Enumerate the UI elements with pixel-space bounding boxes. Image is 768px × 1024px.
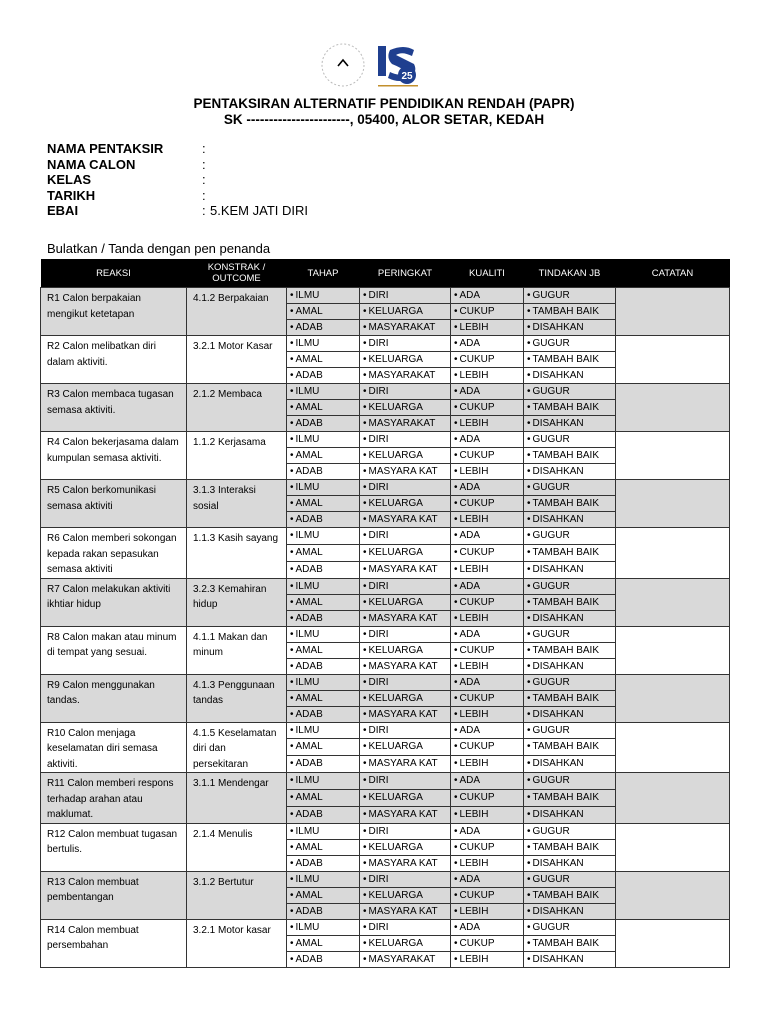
table-row — [41, 919, 730, 935]
tindakan-option[interactable]: • GUGUR — [524, 288, 616, 304]
tahap-option[interactable]: • ADAB — [287, 806, 360, 823]
tahap-option[interactable]: • AMAL — [287, 935, 360, 951]
konstrak-cell: 3.1.2 Bertutur — [187, 871, 287, 919]
reaksi-cell: R13 Calon membuat pembentangan — [41, 871, 187, 919]
tahap-option[interactable]: • ILMU — [287, 432, 360, 448]
table-row — [41, 578, 730, 594]
peringkat-option[interactable]: • MASYARA KAT — [360, 512, 451, 528]
tahap-option[interactable]: • AMAL — [287, 839, 360, 855]
tahap-option[interactable]: • AMAL — [287, 690, 360, 706]
ebai-value: 5.KEM JATI DIRI — [210, 203, 308, 218]
sk-25-anniversary-logo-icon — [374, 42, 422, 90]
tindakan-option[interactable]: • GUGUR — [524, 823, 616, 839]
konstrak-cell: 3.1.3 Interaksi sosial — [187, 480, 287, 528]
tindakan-option[interactable]: • TAMBAH BAIK — [524, 304, 616, 320]
tindakan-option[interactable]: • TAMBAH BAIK — [524, 594, 616, 610]
kualiti-option[interactable]: • ADA — [451, 919, 524, 935]
konstrak-cell: 2.1.4 Menulis — [187, 823, 287, 871]
kualiti-option[interactable]: • LEBIH — [451, 320, 524, 336]
tahap-option[interactable]: • ILMU — [287, 384, 360, 400]
konstrak-cell: 1.1.2 Kerjasama — [187, 432, 287, 480]
tahap-option[interactable]: • ILMU — [287, 823, 360, 839]
kualiti-option[interactable]: • ADA — [451, 722, 524, 739]
kualiti-option[interactable]: • CUKUP — [451, 594, 524, 610]
tindakan-option[interactable]: • TAMBAH BAIK — [524, 887, 616, 903]
kualiti-option[interactable]: • ADA — [451, 528, 524, 545]
tahap-option[interactable]: • AMAL — [287, 352, 360, 368]
tindakan-option[interactable]: • DISAHKAN — [524, 756, 616, 773]
tahap-option[interactable]: • AMAL — [287, 739, 360, 756]
reaksi-cell: R2 Calon melibatkan diri dalam aktiviti. — [41, 336, 187, 384]
tahap-option[interactable]: • ADAB — [287, 416, 360, 432]
tahap-option[interactable]: • ADAB — [287, 903, 360, 919]
peringkat-option[interactable]: • DIRI — [360, 528, 451, 545]
tindakan-option[interactable]: • DISAHKAN — [524, 368, 616, 384]
kualiti-option[interactable]: • ADA — [451, 823, 524, 839]
peringkat-option[interactable]: • MASYARA KAT — [360, 855, 451, 871]
peringkat-option[interactable]: • KELUARGA — [360, 887, 451, 903]
tindakan-option[interactable]: • GUGUR — [524, 919, 616, 935]
kelas-field[interactable] — [210, 172, 727, 188]
tahap-option[interactable]: • ADAB — [287, 561, 360, 578]
peringkat-option[interactable]: • KELUARGA — [360, 642, 451, 658]
reaksi-cell: R7 Calon melakukan aktiviti ikhtiar hidup — [41, 578, 187, 626]
tahap-option[interactable]: • AMAL — [287, 400, 360, 416]
table-header-row — [41, 259, 730, 288]
header-konstrak: KONSTRAK / OUTCOME — [187, 259, 287, 288]
tindakan-option[interactable]: • TAMBAH BAIK — [524, 352, 616, 368]
table-body — [41, 288, 730, 968]
peringkat-option[interactable]: • DIRI — [360, 773, 451, 790]
kualiti-option[interactable]: • CUKUP — [451, 304, 524, 320]
reaksi-cell: R14 Calon membuat persembahan — [41, 919, 187, 967]
konstrak-cell: 3.2.3 Kemahiran hidup — [187, 578, 287, 626]
tindakan-option[interactable]: • DISAHKAN — [524, 903, 616, 919]
tahap-option[interactable]: • ILMU — [287, 722, 360, 739]
kualiti-option[interactable]: • CUKUP — [451, 887, 524, 903]
konstrak-cell: 4.1.1 Makan dan minum — [187, 626, 287, 674]
table-row — [41, 480, 730, 496]
peringkat-option[interactable]: • DIRI — [360, 823, 451, 839]
peringkat-option[interactable]: • DIRI — [360, 722, 451, 739]
catatan-cell[interactable] — [616, 674, 730, 722]
konstrak-cell: 3.1.1 Mendengar — [187, 773, 287, 824]
konstrak-cell: 3.2.1 Motor Kasar — [187, 336, 287, 384]
peringkat-option[interactable]: • KELUARGA — [360, 594, 451, 610]
catatan-cell[interactable] — [616, 288, 730, 336]
kualiti-option[interactable]: • ADA — [451, 384, 524, 400]
kualiti-option[interactable]: • CUKUP — [451, 789, 524, 806]
konstrak-cell: 4.1.2 Berpakaian — [187, 288, 287, 336]
tahap-option[interactable]: • AMAL — [287, 887, 360, 903]
tindakan-option[interactable]: • TAMBAH BAIK — [524, 739, 616, 756]
tindakan-option[interactable]: • TAMBAH BAIK — [524, 544, 616, 561]
kualiti-option[interactable]: • LEBIH — [451, 416, 524, 432]
reaksi-cell: R11 Calon memberi respons terhadap arahan atau maklumat. — [41, 773, 187, 824]
kualiti-option[interactable]: • CUKUP — [451, 935, 524, 951]
tahap-option[interactable]: • ADAB — [287, 951, 360, 967]
tindakan-option[interactable]: • GUGUR — [524, 528, 616, 545]
peringkat-option[interactable]: • KELUARGA — [360, 496, 451, 512]
kualiti-option[interactable]: • ADA — [451, 578, 524, 594]
kualiti-option[interactable]: • ADA — [451, 674, 524, 690]
kualiti-option[interactable]: • LEBIH — [451, 855, 524, 871]
reaksi-cell: R3 Calon membaca tugasan semasa aktiviti. — [41, 384, 187, 432]
header-tindakan-jb: TINDAKAN JB — [524, 259, 616, 288]
tahap-option[interactable]: • ADAB — [287, 756, 360, 773]
tindakan-option[interactable]: • GUGUR — [524, 384, 616, 400]
tahap-option[interactable]: • AMAL — [287, 642, 360, 658]
tindakan-option[interactable]: • TAMBAH BAIK — [524, 448, 616, 464]
catatan-cell[interactable] — [616, 773, 730, 824]
tindakan-option[interactable]: • DISAHKAN — [524, 561, 616, 578]
instruction-text: Bulatkan / Tanda dengan pen penanda — [47, 241, 271, 256]
peringkat-option[interactable]: • MASYARA KAT — [360, 756, 451, 773]
reaksi-cell: R10 Calon menjaga keselamatan diri semasa aktiviti. — [41, 722, 187, 773]
catatan-cell[interactable] — [616, 626, 730, 674]
catatan-cell[interactable] — [616, 336, 730, 384]
info-row-ebai: EBAI : 5.KEM JATI DIRI — [47, 203, 727, 219]
peringkat-option[interactable]: • MASYARA KAT — [360, 610, 451, 626]
peringkat-option[interactable]: • DIRI — [360, 288, 451, 304]
reaksi-cell: R4 Calon bekerjasama dalam kumpulan semasa aktiviti. — [41, 432, 187, 480]
table-row — [41, 722, 730, 739]
table-row — [41, 288, 730, 304]
header-catatan: CATATAN — [616, 259, 730, 288]
peringkat-option[interactable]: • MASYARA KAT — [360, 903, 451, 919]
kualiti-option[interactable]: • ADA — [451, 432, 524, 448]
peringkat-option[interactable]: • DIRI — [360, 384, 451, 400]
peringkat-option[interactable]: • KELUARGA — [360, 352, 451, 368]
tindakan-option[interactable]: • GUGUR — [524, 432, 616, 448]
info-row-tarikh: TARIKH : — [47, 188, 727, 204]
tindakan-option[interactable]: • DISAHKAN — [524, 658, 616, 674]
header-reaksi: REAKSI — [41, 259, 187, 288]
kualiti-option[interactable]: • LEBIH — [451, 561, 524, 578]
table-row — [41, 871, 730, 887]
tahap-option[interactable]: • AMAL — [287, 789, 360, 806]
tarikh-field[interactable] — [210, 188, 727, 204]
tindakan-option[interactable]: • DISAHKAN — [524, 806, 616, 823]
tindakan-option[interactable]: • TAMBAH BAIK — [524, 690, 616, 706]
info-row-kelas: KELAS : — [47, 172, 727, 188]
header-peringkat: PERINGKAT — [360, 259, 451, 288]
peringkat-option[interactable]: • KELUARGA — [360, 789, 451, 806]
assessment-table — [40, 259, 730, 968]
tindakan-option[interactable]: • DISAHKAN — [524, 464, 616, 480]
catatan-cell[interactable] — [616, 578, 730, 626]
peringkat-option[interactable]: • DIRI — [360, 871, 451, 887]
peringkat-option[interactable]: • MASYARA KAT — [360, 658, 451, 674]
konstrak-cell: 2.1.2 Membaca — [187, 384, 287, 432]
catatan-cell[interactable] — [616, 480, 730, 528]
reaksi-cell: R6 Calon memberi sokongan kepada rakan sepasukan semasa aktiviti — [41, 528, 187, 579]
peringkat-option[interactable]: • MASYARAKAT — [360, 416, 451, 432]
kualiti-option[interactable]: • LEBIH — [451, 512, 524, 528]
peringkat-option[interactable]: • MASYARA KAT — [360, 561, 451, 578]
tahap-option[interactable]: • ADAB — [287, 464, 360, 480]
kualiti-option[interactable]: • LEBIH — [451, 464, 524, 480]
tindakan-option[interactable]: • TAMBAH BAIK — [524, 839, 616, 855]
peringkat-option[interactable]: • MASYARAKAT — [360, 368, 451, 384]
tindakan-option[interactable]: • DISAHKAN — [524, 416, 616, 432]
document-title — [0, 96, 768, 128]
school-crest-icon — [320, 42, 366, 88]
catatan-cell[interactable] — [616, 384, 730, 432]
tahap-option[interactable]: • ILMU — [287, 626, 360, 642]
reaksi-cell: R9 Calon menggunakan tandas. — [41, 674, 187, 722]
tahap-option[interactable]: • ADAB — [287, 658, 360, 674]
tahap-option[interactable]: • AMAL — [287, 594, 360, 610]
tindakan-option[interactable]: • GUGUR — [524, 674, 616, 690]
kualiti-option[interactable]: • ADA — [451, 480, 524, 496]
catatan-cell[interactable] — [616, 871, 730, 919]
catatan-cell[interactable] — [616, 823, 730, 871]
kualiti-option[interactable]: • LEBIH — [451, 368, 524, 384]
tindakan-option[interactable]: • TAMBAH BAIK — [524, 400, 616, 416]
kualiti-option[interactable]: • ADA — [451, 336, 524, 352]
reaksi-cell: R5 Calon berkomunikasi semasa aktiviti — [41, 480, 187, 528]
tindakan-option[interactable]: • DISAHKAN — [524, 951, 616, 967]
tindakan-option[interactable]: • DISAHKAN — [524, 320, 616, 336]
kualiti-option[interactable]: • CUKUP — [451, 690, 524, 706]
calon-field[interactable] — [210, 157, 727, 173]
reaksi-cell: R1 Calon berpakaian mengikut ketetapan — [41, 288, 187, 336]
title-line-2: SK -----------------------, 05400, ALOR SETAR, KEDAH — [223, 112, 545, 127]
konstrak-cell: 3.2.1 Motor kasar — [187, 919, 287, 967]
peringkat-option[interactable]: • KELUARGA — [360, 400, 451, 416]
tindakan-option[interactable]: • DISAHKAN — [524, 706, 616, 722]
svg-text:25: 25 — [401, 71, 413, 82]
tahap-option[interactable]: • ADAB — [287, 855, 360, 871]
tahap-option[interactable]: • ILMU — [287, 336, 360, 352]
tindakan-option[interactable]: • GUGUR — [524, 578, 616, 594]
peringkat-option[interactable]: • KELUARGA — [360, 839, 451, 855]
peringkat-option[interactable]: • DIRI — [360, 480, 451, 496]
peringkat-option[interactable]: • DIRI — [360, 578, 451, 594]
peringkat-option[interactable]: • KELUARGA — [360, 544, 451, 561]
title-line-1: PENTAKSIRAN ALTERNATIF PENDIDIKAN RENDAH (PAPR) — [193, 96, 575, 111]
peringkat-option[interactable]: • MASYARAKAT — [360, 951, 451, 967]
kualiti-option[interactable]: • CUKUP — [451, 496, 524, 512]
tahap-option[interactable]: • ADAB — [287, 320, 360, 336]
table-row — [41, 773, 730, 790]
table-row — [41, 674, 730, 690]
table-row — [41, 384, 730, 400]
tahap-option[interactable]: • AMAL — [287, 448, 360, 464]
kualiti-option[interactable]: • LEBIH — [451, 903, 524, 919]
catatan-cell[interactable] — [616, 528, 730, 579]
konstrak-cell: 4.1.3 Penggunaan tandas — [187, 674, 287, 722]
table-row — [41, 626, 730, 642]
peringkat-option[interactable]: • DIRI — [360, 626, 451, 642]
kualiti-option[interactable]: • LEBIH — [451, 756, 524, 773]
table-row — [41, 432, 730, 448]
tindakan-option[interactable]: • GUGUR — [524, 626, 616, 642]
peringkat-option[interactable]: • DIRI — [360, 919, 451, 935]
tindakan-option[interactable]: • TAMBAH BAIK — [524, 935, 616, 951]
peringkat-option[interactable]: • KELUARGA — [360, 304, 451, 320]
kualiti-option[interactable]: • LEBIH — [451, 658, 524, 674]
kualiti-option[interactable]: • CUKUP — [451, 839, 524, 855]
tahap-option[interactable]: • ILMU — [287, 480, 360, 496]
catatan-cell[interactable] — [616, 432, 730, 480]
tahap-option[interactable]: • ILMU — [287, 578, 360, 594]
tahap-option[interactable]: • ADAB — [287, 512, 360, 528]
tahap-option[interactable]: • ILMU — [287, 288, 360, 304]
konstrak-cell: 4.1.5 Keselamatan diri dan persekitaran — [187, 722, 287, 773]
tindakan-option[interactable]: • TAMBAH BAIK — [524, 642, 616, 658]
tindakan-option[interactable]: • TAMBAH BAIK — [524, 789, 616, 806]
peringkat-option[interactable]: • MASYARA KAT — [360, 806, 451, 823]
kualiti-option[interactable]: • CUKUP — [451, 352, 524, 368]
peringkat-option[interactable]: • KELUARGA — [360, 935, 451, 951]
kualiti-option[interactable]: • CUKUP — [451, 448, 524, 464]
tindakan-option[interactable]: • GUGUR — [524, 773, 616, 790]
tahap-option[interactable]: • ILMU — [287, 773, 360, 790]
peringkat-option[interactable]: • KELUARGA — [360, 448, 451, 464]
peringkat-option[interactable]: • DIRI — [360, 432, 451, 448]
peringkat-option[interactable]: • KELUARGA — [360, 690, 451, 706]
tindakan-option[interactable]: • GUGUR — [524, 480, 616, 496]
tindakan-option[interactable]: • DISAHKAN — [524, 610, 616, 626]
kualiti-option[interactable]: • LEBIH — [451, 706, 524, 722]
kualiti-option[interactable]: • ADA — [451, 288, 524, 304]
tindakan-option[interactable]: • GUGUR — [524, 722, 616, 739]
kualiti-option[interactable]: • CUKUP — [451, 739, 524, 756]
table-row — [41, 336, 730, 352]
kualiti-option[interactable]: • LEBIH — [451, 610, 524, 626]
table-row — [41, 823, 730, 839]
peringkat-option[interactable]: • MASYARAKAT — [360, 320, 451, 336]
header-kualiti: KUALITI — [451, 259, 524, 288]
kualiti-option[interactable]: • ADA — [451, 773, 524, 790]
tindakan-option[interactable]: • GUGUR — [524, 336, 616, 352]
catatan-cell[interactable] — [616, 722, 730, 773]
kualiti-option[interactable]: • LEBIH — [451, 951, 524, 967]
pentaksir-field[interactable] — [210, 141, 727, 157]
tahap-option[interactable]: • AMAL — [287, 304, 360, 320]
catatan-cell[interactable] — [616, 919, 730, 967]
logo-area — [0, 40, 768, 92]
tindakan-option[interactable]: • GUGUR — [524, 871, 616, 887]
tahap-option[interactable]: • ILMU — [287, 674, 360, 690]
tindakan-option[interactable]: • DISAHKAN — [524, 855, 616, 871]
kualiti-option[interactable]: • LEBIH — [451, 806, 524, 823]
tahap-option[interactable]: • ADAB — [287, 610, 360, 626]
konstrak-cell: 1.1.3 Kasih sayang — [187, 528, 287, 579]
table-row — [41, 528, 730, 545]
candidate-info — [47, 141, 727, 219]
kualiti-option[interactable]: • ADA — [451, 626, 524, 642]
tahap-option[interactable]: • AMAL — [287, 544, 360, 561]
tahap-option[interactable]: • AMAL — [287, 496, 360, 512]
kualiti-option[interactable]: • ADA — [451, 871, 524, 887]
info-row-pentaksir: NAMA PENTAKSIR : — [47, 141, 727, 157]
reaksi-cell: R8 Calon makan atau minum di tempat yang sesuai. — [41, 626, 187, 674]
tahap-option[interactable]: • ILMU — [287, 919, 360, 935]
tahap-option[interactable]: • ILMU — [287, 871, 360, 887]
reaksi-cell: R12 Calon membuat tugasan bertulis. — [41, 823, 187, 871]
peringkat-option[interactable]: • DIRI — [360, 336, 451, 352]
tahap-option[interactable]: • ADAB — [287, 368, 360, 384]
info-row-calon: NAMA CALON : — [47, 157, 727, 173]
tindakan-option[interactable]: • TAMBAH BAIK — [524, 496, 616, 512]
peringkat-option[interactable]: • MASYARA KAT — [360, 464, 451, 480]
kualiti-option[interactable]: • CUKUP — [451, 642, 524, 658]
tahap-option[interactable]: • ADAB — [287, 706, 360, 722]
tindakan-option[interactable]: • DISAHKAN — [524, 512, 616, 528]
kualiti-option[interactable]: • CUKUP — [451, 544, 524, 561]
tahap-option[interactable]: • ILMU — [287, 528, 360, 545]
kualiti-option[interactable]: • CUKUP — [451, 400, 524, 416]
peringkat-option[interactable]: • MASYARA KAT — [360, 706, 451, 722]
peringkat-option[interactable]: • KELUARGA — [360, 739, 451, 756]
header-tahap: TAHAP — [287, 259, 360, 288]
peringkat-option[interactable]: • DIRI — [360, 674, 451, 690]
